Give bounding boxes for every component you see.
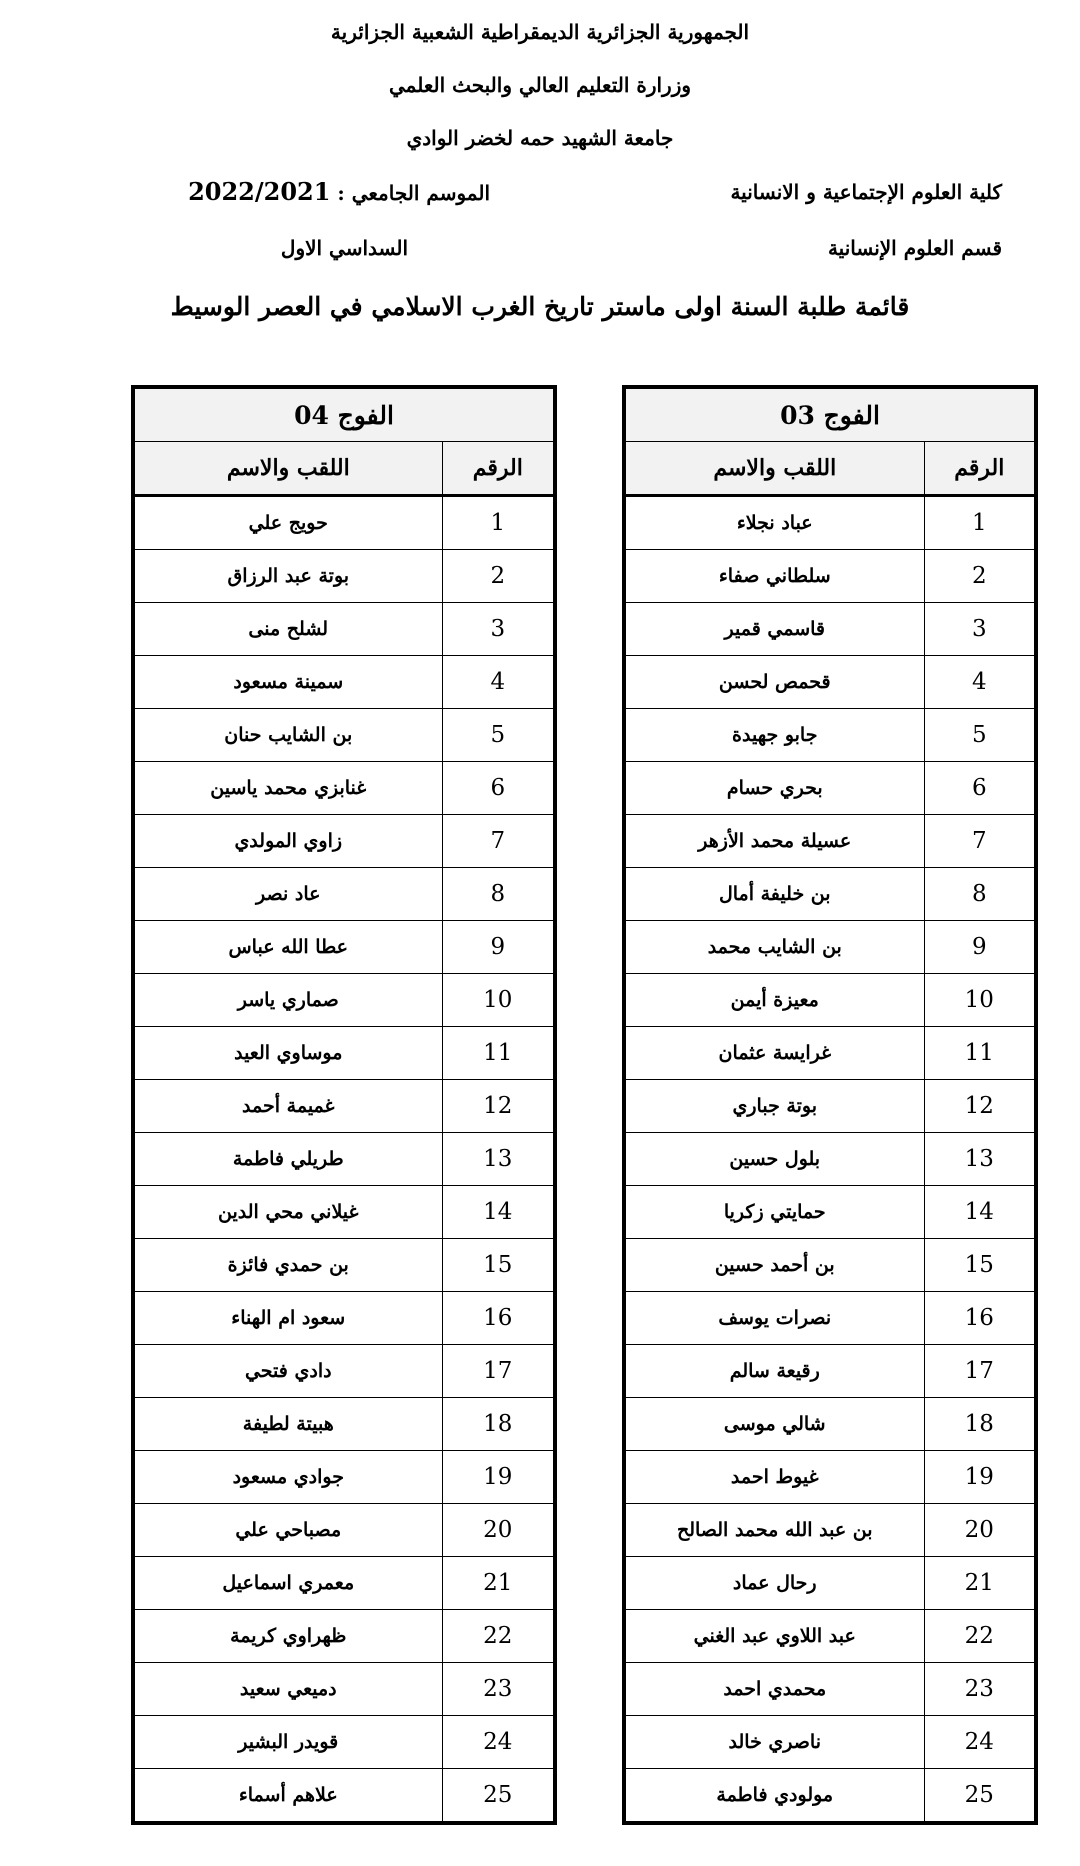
student-name: رحال عماد (624, 1557, 924, 1610)
table-row (133, 1292, 555, 1345)
group-04-table (131, 385, 557, 1825)
row-number: 20 (924, 1504, 1036, 1557)
student-name: غيلاني محي الدين (133, 1186, 442, 1239)
student-name: مصباحي علي (133, 1504, 442, 1557)
row-number: 21 (442, 1557, 555, 1610)
row-number: 3 (442, 603, 555, 656)
student-name: عسيلة محمد الأزهر (624, 815, 924, 868)
student-name: بن أحمد حسين (624, 1239, 924, 1292)
list-title: قائمة طلبة السنة اولى ماستر تاريخ الغرب الاسلامي في العصر الوسيط (170, 292, 910, 321)
student-name: بن حمدي فائزة (133, 1239, 442, 1292)
student-name: غيوط احمد (624, 1451, 924, 1504)
student-name: موساوي العيد (133, 1027, 442, 1080)
table-row (133, 1027, 555, 1080)
table-row (624, 974, 1036, 1027)
row-number: 10 (924, 974, 1036, 1027)
table-row (133, 974, 555, 1027)
table-row (624, 550, 1036, 603)
table-row (624, 921, 1036, 974)
row-number: 5 (442, 709, 555, 762)
table-row (133, 1610, 555, 1663)
row-number: 18 (924, 1398, 1036, 1451)
column-header-name: اللقب والاسم (624, 442, 924, 496)
row-number: 19 (924, 1451, 1036, 1504)
row-number: 16 (442, 1292, 555, 1345)
row-number: 17 (442, 1345, 555, 1398)
table-row (624, 762, 1036, 815)
row-number: 12 (924, 1080, 1036, 1133)
row-number: 7 (924, 815, 1036, 868)
row-number: 6 (442, 762, 555, 815)
table-row (624, 1345, 1036, 1398)
row-number: 4 (924, 656, 1036, 709)
table-row (133, 656, 555, 709)
table-row (624, 1133, 1036, 1186)
table-row (133, 1451, 555, 1504)
table-row (133, 815, 555, 868)
table-row (624, 496, 1036, 550)
row-number: 4 (442, 656, 555, 709)
column-header-number: الرقم (924, 442, 1036, 496)
student-name: محمدي احمد (624, 1663, 924, 1716)
table-row (133, 1504, 555, 1557)
table-row (624, 1769, 1036, 1824)
row-number: 10 (442, 974, 555, 1027)
row-number: 25 (924, 1769, 1036, 1824)
table-row (133, 1186, 555, 1239)
row-number: 22 (924, 1610, 1036, 1663)
table-row (133, 921, 555, 974)
table-row (624, 1663, 1036, 1716)
student-name: غرايسة عثمان (624, 1027, 924, 1080)
row-number: 2 (442, 550, 555, 603)
row-number: 17 (924, 1345, 1036, 1398)
row-number: 16 (924, 1292, 1036, 1345)
table-row (624, 1557, 1036, 1610)
student-name: جابو جهيدة (624, 709, 924, 762)
table-row (624, 1292, 1036, 1345)
student-name: بوتة عبد الرزاق (133, 550, 442, 603)
student-name: غنابزي محمد ياسين (133, 762, 442, 815)
row-number: 19 (442, 1451, 555, 1504)
row-number: 13 (924, 1133, 1036, 1186)
table-row (133, 1080, 555, 1133)
season-value: 2022/2021 (188, 177, 331, 206)
row-number: 23 (442, 1663, 555, 1716)
table-row (624, 1186, 1036, 1239)
student-name: لشلح منى (133, 603, 442, 656)
semester-label: السداسي الاول (280, 236, 408, 260)
student-name: حمايتي زكريا (624, 1186, 924, 1239)
student-name: طريلي فاطمة (133, 1133, 442, 1186)
row-number: 11 (442, 1027, 555, 1080)
student-name: حويج علي (133, 496, 442, 550)
student-name: معيزة أيمن (624, 974, 924, 1027)
column-header-name: اللقب والاسم (133, 442, 442, 496)
table-row (133, 762, 555, 815)
student-name: بن الشايب محمد (624, 921, 924, 974)
row-number: 24 (442, 1716, 555, 1769)
student-name: عبد اللاوي عبد الغني (624, 1610, 924, 1663)
table-row (624, 709, 1036, 762)
republic-title: الجمهورية الجزائرية الديمقراطية الشعبية الجزائرية (330, 20, 750, 44)
row-number: 3 (924, 603, 1036, 656)
table-row (133, 1239, 555, 1292)
table-row (624, 1027, 1036, 1080)
student-name: جوادي مسعود (133, 1451, 442, 1504)
row-number: 23 (924, 1663, 1036, 1716)
table-row (624, 1610, 1036, 1663)
row-number: 14 (924, 1186, 1036, 1239)
ministry-title: وزرارة التعليم العالي والبحث العلمي (388, 73, 692, 97)
row-number: 14 (442, 1186, 555, 1239)
table-row (624, 1398, 1036, 1451)
row-number: 21 (924, 1557, 1036, 1610)
student-name: زاوي المولدي (133, 815, 442, 868)
table-row (133, 1345, 555, 1398)
university-title: جامعة الشهيد حمه لخضر الوادي (406, 126, 674, 150)
row-number: 9 (442, 921, 555, 974)
table-row (624, 815, 1036, 868)
row-number: 13 (442, 1133, 555, 1186)
academic-season (188, 177, 490, 206)
table-row (133, 1398, 555, 1451)
student-name: علاهم أسماء (133, 1769, 442, 1824)
table-row (133, 550, 555, 603)
student-name: ظهراوي كريمة (133, 1610, 442, 1663)
student-name: هبيتة لطيفة (133, 1398, 442, 1451)
row-number: 8 (924, 868, 1036, 921)
student-name: سعود ام الهناء (133, 1292, 442, 1345)
group-03-table (622, 385, 1038, 1825)
row-number: 15 (924, 1239, 1036, 1292)
row-number: 6 (924, 762, 1036, 815)
season-label: الموسم الجامعي : (337, 181, 490, 205)
table-row (133, 1769, 555, 1824)
table-row (133, 496, 555, 550)
group-04-title: الفوج 04 (133, 387, 555, 442)
table-row (624, 868, 1036, 921)
student-name: بن خليفة أمال (624, 868, 924, 921)
student-name: شالي موسى (624, 1398, 924, 1451)
student-name: ناصري خالد (624, 1716, 924, 1769)
student-name: دادي فتحي (133, 1345, 442, 1398)
student-name: قحمص لحسن (624, 656, 924, 709)
row-number: 7 (442, 815, 555, 868)
student-name: صماري ياسر (133, 974, 442, 1027)
table-row (133, 603, 555, 656)
department-label: قسم العلوم الإنسانية (827, 236, 1002, 260)
faculty-label: كلية العلوم الإجتماعية و الانسانية (730, 180, 1002, 204)
table-row (133, 1557, 555, 1610)
student-name: بن عبد الله محمد الصالح (624, 1504, 924, 1557)
student-name: عباد نجلاء (624, 496, 924, 550)
row-number: 8 (442, 868, 555, 921)
row-number: 15 (442, 1239, 555, 1292)
table-row (133, 868, 555, 921)
row-number: 5 (924, 709, 1036, 762)
row-number: 1 (442, 496, 555, 550)
table-row (624, 1716, 1036, 1769)
row-number: 22 (442, 1610, 555, 1663)
student-name: بحري حسام (624, 762, 924, 815)
table-row (624, 1451, 1036, 1504)
student-name: سمينة مسعود (133, 656, 442, 709)
row-number: 11 (924, 1027, 1036, 1080)
student-name: بن الشايب حنان (133, 709, 442, 762)
row-number: 24 (924, 1716, 1036, 1769)
student-name: دميعي سعيد (133, 1663, 442, 1716)
student-name: قويدر البشير (133, 1716, 442, 1769)
row-number: 25 (442, 1769, 555, 1824)
table-row (624, 1504, 1036, 1557)
student-name: معمري اسماعيل (133, 1557, 442, 1610)
student-name: عطا الله عباس (133, 921, 442, 974)
row-number: 9 (924, 921, 1036, 974)
row-number: 1 (924, 496, 1036, 550)
table-row (624, 656, 1036, 709)
row-number: 2 (924, 550, 1036, 603)
table-row (133, 1663, 555, 1716)
student-name: رقيعة سالم (624, 1345, 924, 1398)
student-name: مولودي فاطمة (624, 1769, 924, 1824)
table-row (133, 709, 555, 762)
column-header-number: الرقم (442, 442, 555, 496)
student-name: قاسمي قمير (624, 603, 924, 656)
table-row (624, 603, 1036, 656)
student-name: نصرات يوسف (624, 1292, 924, 1345)
student-name: سلطاني صفاء (624, 550, 924, 603)
table-row (133, 1133, 555, 1186)
table-row (133, 1716, 555, 1769)
row-number: 20 (442, 1504, 555, 1557)
row-number: 12 (442, 1080, 555, 1133)
student-name: غميمة أحمد (133, 1080, 442, 1133)
table-row (624, 1239, 1036, 1292)
group-03-title: الفوج 03 (624, 387, 1036, 442)
table-row (624, 1080, 1036, 1133)
student-name: بلول حسين (624, 1133, 924, 1186)
student-name: بوتة جباري (624, 1080, 924, 1133)
row-number: 18 (442, 1398, 555, 1451)
student-name: عاد نصر (133, 868, 442, 921)
